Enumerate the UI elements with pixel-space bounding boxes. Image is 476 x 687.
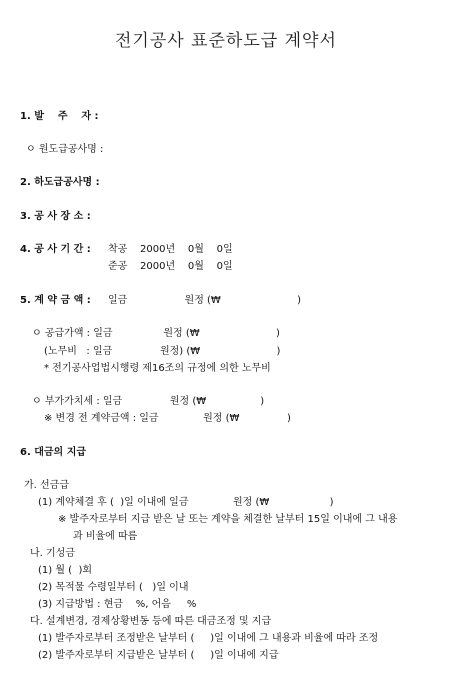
section-1-client: 1. 발 주 자 : <box>20 111 99 122</box>
period-start: 착공 2000년 0월 0일 <box>108 244 233 255</box>
section-6-payment: 6. 대금의 지급 <box>20 447 87 458</box>
section-5-amount-label: 5. 계 약 금 액 : <box>20 295 91 306</box>
price-adjustment-item-1: (1) 발주자로부터 조정받은 날부터 ( )일 이내에 그 내용과 비율에 따라 조정 <box>38 633 379 644</box>
section-3-site: 3. 공 사 장 소 : <box>20 211 91 222</box>
price-adjustment-item-2: (2) 발주자로부터 지급받은 날부터 ( )일 이내에 지급 <box>38 650 279 661</box>
vat: ㅇ 부가가치세 : 일금 원정 (₩ ) <box>32 396 265 407</box>
progress-payment-item-2: (2) 목적물 수령일부터 ( )일 이내 <box>38 582 189 593</box>
period-end: 준공 2000년 0월 0일 <box>108 261 233 272</box>
progress-payment-item-3: (3) 지급방법 : 현금 %, 어음 % <box>38 599 197 610</box>
section-4-period-label: 4. 공 사 기 간 : <box>20 244 91 255</box>
section-2-subcontract-name: 2. 하도급공사명 : <box>20 177 100 188</box>
progress-payment-heading: 나. 기성금 <box>30 548 75 559</box>
previous-contract-amount: ※ 변경 전 계약금액 : 일금 원정 (₩ ) <box>44 413 291 424</box>
contract-amount: 일금 원정 (₩ ) <box>108 295 302 306</box>
advance-payment-note-1: ※ 발주자로부터 지급 받은 날 또는 계약을 체결한 날부터 15일 이내에 그 내용 <box>58 514 398 525</box>
document-title: 전기공사 표준하도급 계약서 <box>115 31 337 51</box>
labor-cost: (노무비 : 일금 원정) (₩ ) <box>44 346 281 357</box>
price-adjustment-heading: 다. 설계변경, 경제상황변동 등에 따른 대금조정 및 지급 <box>30 616 272 627</box>
original-contract-name: ㅇ 원도급공사명 : <box>26 144 104 155</box>
advance-payment-heading: 가. 선금급 <box>24 480 69 491</box>
labor-cost-note: * 전기공사업법시행령 제16조의 규정에 의한 노무비 <box>44 363 271 374</box>
advance-payment-item-1: (1) 계약체결 후 ( )일 이내에 일금 원정 (₩ ) <box>38 497 334 508</box>
advance-payment-note-2: 과 비율에 따름 <box>73 531 138 542</box>
supply-price: ㅇ 공급가액 : 일금 원정 (₩ ) <box>32 328 280 339</box>
progress-payment-item-1: (1) 월 ( )회 <box>38 565 93 576</box>
